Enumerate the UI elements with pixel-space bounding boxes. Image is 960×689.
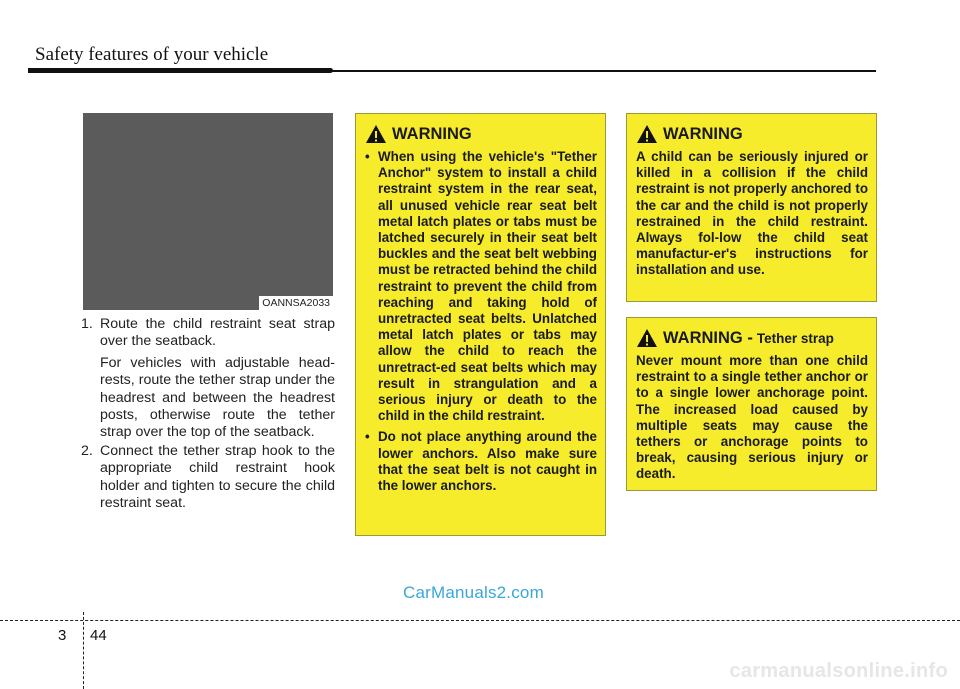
warning-header [636, 328, 868, 348]
step-subtext: For vehicles with adjustable head-rests, route the tether strap under the headrest and between the headrest posts, otherwise route the tether strap over the top of the seatback. [100, 354, 335, 441]
photo-code: OANNSA2033 [259, 296, 333, 310]
bullet-text: When using the vehicle's "Tether Anchor" system to install a child restraint system in the rear seat, all unused vehicle rear seat belt metal latch plates or tabs must be latched securely in their seat belt buckles and the seat belt webbing must be retracted behind the child restraint to prevent the child from reaching and taking hold of unretracted seat belts. Unlatched metal latch plates or tabs may allow the child to reach the unretract-ed seat belts which may result in strangulation and a serious injury or death to the child in the child restraint. [378, 149, 597, 424]
header-rule-thin [328, 70, 876, 72]
footer-divider [83, 612, 84, 689]
warning-box-tether-anchor [355, 113, 606, 536]
warning-bullet [365, 429, 597, 494]
warning-header [636, 124, 868, 144]
step-2 [81, 443, 335, 513]
footer-rule [0, 620, 960, 621]
bullet-marker: • [365, 429, 370, 445]
warning-body [636, 149, 868, 279]
page-header-title: Safety features of your vehicle [35, 44, 269, 65]
step-number: 2. [81, 442, 93, 459]
header-rule-thick [28, 68, 333, 73]
warning-triangle-icon [636, 124, 658, 144]
warning-bullets [365, 149, 597, 494]
chapter-number: 3 [58, 627, 67, 644]
warning-triangle-icon [365, 124, 387, 144]
warning-subtitle: Tether strap [756, 330, 834, 346]
instruction-steps [81, 316, 335, 512]
warning-box-child-restraint [626, 113, 877, 302]
warning-title: WARNING [663, 124, 743, 143]
warning-text: A child can be seriously injured or killed in a collision if the child restraint is not properly anchored to the car and the child is not properly restrained in the child restraint. Always fol-low the child seat manufactur-er's instructions for installation and use. [636, 149, 868, 278]
bottom-watermark: carmanualsonline.info [729, 660, 948, 682]
warning-header [365, 124, 597, 144]
warning-triangle-icon [636, 328, 658, 348]
bullet-text: Do not place anything around the lower anchors. Also make sure that the seat belt is not caught in the lower anchors. [378, 429, 597, 494]
warning-box-tether-strap [626, 317, 877, 491]
watermark-link[interactable]: CarManuals2.com [403, 583, 544, 602]
warning-bullet [365, 149, 597, 424]
warning-body [636, 353, 868, 483]
step-text: Connect the tether strap hook to the appropriate child restraint hook holder and tighten to secure the child restraint seat. [100, 442, 335, 512]
warning-text: Never mount more than one child restraint to a single tether anchor or to a single lower anchorage point. The increased load caused by multiple seats may cause the tethers or anchorage points to break, causing serious injury or death. [636, 353, 868, 482]
step-text: Route the child restraint seat strap over the seatback. [100, 316, 335, 350]
step-1 [81, 316, 335, 442]
bullet-marker: • [365, 149, 370, 164]
step-number: 1. [81, 316, 93, 332]
seatback-photo [83, 113, 333, 310]
warning-title: WARNING - [663, 328, 753, 347]
page-number: 44 [90, 627, 107, 644]
warning-title: WARNING [392, 124, 472, 143]
header-rule [28, 68, 876, 73]
